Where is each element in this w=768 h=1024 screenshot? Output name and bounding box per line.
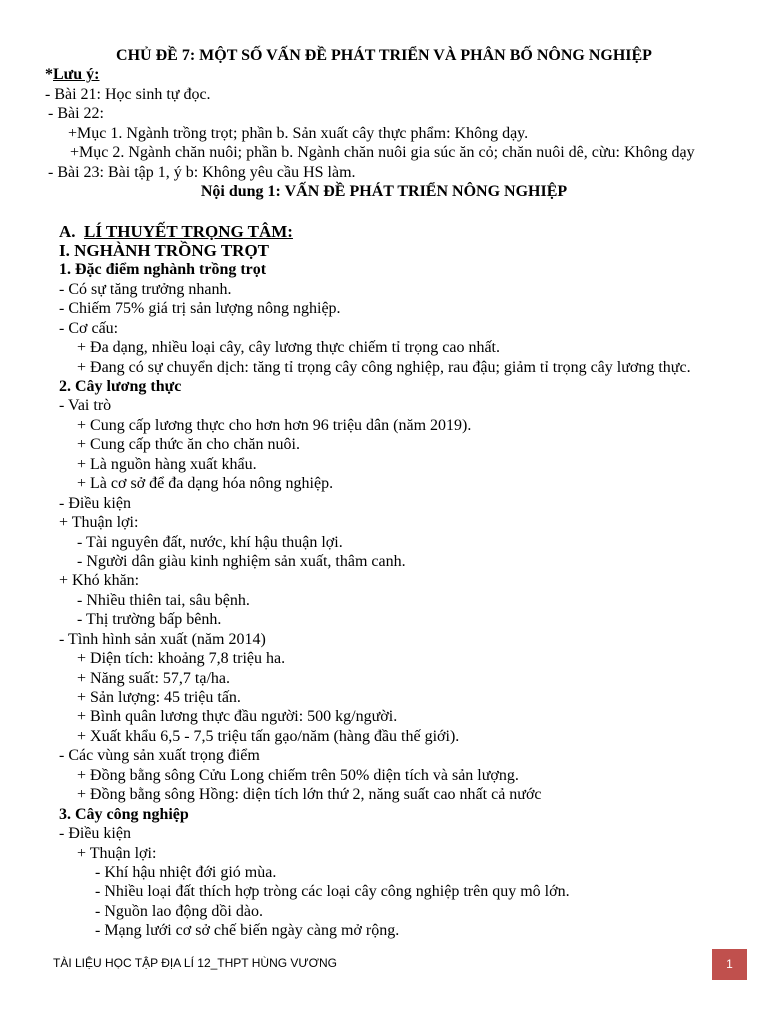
section-subtitle: Nội dung 1: VẤN ĐỀ PHÁT TRIỂN NÔNG NGHIỆP — [200, 183, 568, 201]
text-line: + Thuận lợi: — [77, 844, 157, 862]
text-line: - Có sự tăng trưởng nhanh. — [59, 280, 232, 298]
heading: 1. Đặc điểm nghành trồng trọt — [59, 261, 267, 279]
text-line: + Cung cấp lương thực cho hơn hơn 96 triệu dân (năm 2019). — [77, 416, 472, 434]
note-item: +Mục 1. Ngành trồng trọt; phần b. Sản xuất cây thực phẩm: Không dạy. — [68, 124, 529, 142]
text-line: - Nhiều loại đất thích hợp tròng các loại cây công nghiệp trên quy mô lớn. — [95, 883, 570, 901]
heading: 2. Cây lương thực — [59, 378, 182, 395]
text-line: + Năng suất: 57,7 tạ/ha. — [77, 669, 230, 687]
note-star: * — [45, 66, 53, 84]
text-line: - Các vùng sản xuất trọng điểm — [59, 747, 260, 765]
text-line: + Đang có sự chuyển dịch: tăng tỉ trọng cây công nghiệp, rau đậu; giảm tỉ trọng cây lương thực. — [77, 358, 691, 376]
text-line: - Tình hình sản xuất (năm 2014) — [59, 630, 266, 648]
note-item: - Bài 22: — [48, 105, 104, 123]
page-number-badge: 1 — [712, 949, 747, 980]
text-line: - Khí hậu nhiệt đới gió mùa. — [95, 863, 277, 881]
text-line: - Thị trường bấp bênh. — [77, 611, 222, 629]
text-line: + Là nguồn hàng xuất khẩu. — [77, 455, 257, 473]
note-label: Lưu ý: — [53, 66, 100, 84]
page-title: CHỦ ĐỀ 7: MỘT SỐ VẤN ĐỀ PHÁT TRIỂN VÀ PHÂN BỐ NÔNG NGHIỆP — [116, 47, 652, 64]
text-line: - Nhiều thiên tai, sâu bệnh. — [77, 591, 250, 609]
section-a-label: LÍ THUYẾT TRỌNG TÂM: — [84, 221, 293, 241]
text-line: - Người dân giàu kinh nghiệm sản xuất, thâm canh. — [77, 552, 406, 570]
page-footer: TÀI LIỆU HỌC TẬP ĐỊA LÍ 12_THPT HÙNG VƯƠNG — [53, 956, 337, 970]
text-line: + Bình quân lương thực đầu người: 500 kg/người. — [77, 708, 398, 726]
heading: 3. Cây công nghiệp — [59, 805, 189, 823]
section-1-heading: I. NGHÀNH TRỒNG TRỌT — [59, 240, 270, 260]
text-line: - Điều kiện — [59, 494, 131, 512]
text-line: + Là cơ sở để đa dạng hóa nông nghiệp. — [77, 475, 334, 493]
text-line: + Thuận lợi: — [59, 514, 139, 532]
text-line: - Mạng lưới cơ sở chế biến ngày càng mở rộng. — [95, 922, 400, 940]
text-line: + Diện tích: khoảng 7,8 triệu ha. — [77, 650, 286, 668]
note-heading — [0, 65, 768, 84]
note-item: - Bài 21: Học sinh tự đọc. — [45, 85, 211, 103]
text-line: + Sản lượng: 45 triệu tấn. — [77, 689, 241, 706]
text-line: - Tài nguyên đất, nước, khí hậu thuận lợi. — [77, 533, 343, 551]
text-line: + Khó khăn: — [59, 572, 140, 590]
text-line: - Điều kiện — [59, 825, 131, 843]
section-a-heading — [0, 222, 768, 241]
text-line: - Chiếm 75% giá trị sản lượng nông nghiệp. — [59, 300, 341, 318]
text-line: + Đồng bằng sông Cửu Long chiếm trên 50% diện tích và sản lượng. — [77, 766, 519, 784]
text-line: + Xuất khẩu 6,5 - 7,5 triệu tấn gạo/năm (hàng đầu thế giới). — [77, 727, 460, 745]
text-line: - Nguồn lao động dồi dào. — [95, 902, 263, 920]
text-line: + Cung cấp thức ăn cho chăn nuôi. — [77, 436, 300, 454]
document-body — [0, 46, 768, 941]
text-line: - Vai trò — [59, 397, 112, 415]
note-item: - Bài 23: Bài tập 1, ý b: Không yêu cầu HS làm. — [48, 163, 356, 181]
text-line: - Cơ cấu: — [59, 319, 119, 337]
text-line: + Đa dạng, nhiều loại cây, cây lương thực chiếm tỉ trọng cao nhất. — [77, 339, 500, 357]
text-line: + Đồng bằng sông Hồng: diện tích lớn thứ 2, năng suất cao nhất cả nước — [77, 786, 542, 804]
note-item: +Mục 2. Ngành chăn nuôi; phần b. Ngành chăn nuôi gia súc ăn cỏ; chăn nuôi dê, cừu: Không dạy — [70, 144, 695, 162]
section-a-number: A. — [59, 221, 76, 241]
